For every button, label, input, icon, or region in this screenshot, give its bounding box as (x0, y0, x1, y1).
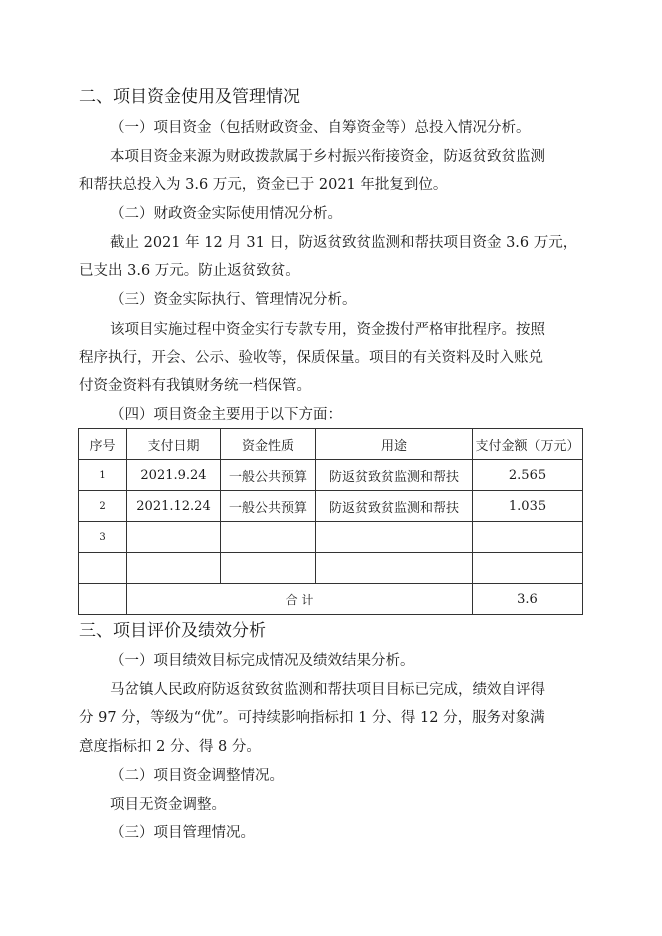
cell-amount: 1.035 (473, 491, 583, 522)
paragraph-line: 分 97 分，等级为“优”。可持续影响指标扣 1 分、得 12 分，服务对象满 (79, 710, 545, 726)
table-total-row (79, 584, 583, 615)
cell-date: 2021.9.24 (127, 460, 221, 491)
subsection-title: （三）资金实际执行、管理情况分析。 (110, 292, 357, 308)
header-nature: 资金性质 (221, 429, 316, 460)
cell-use: 防返贫致贫监测和帮扶 (316, 491, 473, 522)
cell-date (127, 553, 221, 584)
cell-nature (221, 553, 316, 584)
paragraph-line: 付资金资料有我镇财务统一档保管。 (79, 378, 311, 394)
header-amount: 支付金额（万元） (473, 429, 583, 460)
cell-amount (473, 522, 583, 553)
cell-no: 2 (79, 491, 127, 522)
section-heading: 三、项目评价及绩效分析 (79, 621, 266, 641)
paragraph-line: 意度指标扣 2 分、得 8 分。 (79, 739, 261, 755)
total-amount: 3.6 (473, 584, 583, 615)
cell-no (79, 553, 127, 584)
cell-date (127, 522, 221, 553)
section-heading: 二、项目资金使用及管理情况 (79, 87, 300, 107)
subsection-title: （一）项目资金（包括财政资金、自筹资金等）总投入情况分析。 (110, 120, 531, 136)
cell-nature: 一般公共预算 (221, 460, 316, 491)
table-row (79, 491, 583, 522)
paragraph-line: 该项目实施过程中资金实行专款专用，资金拨付严格审批程序。按照 (110, 322, 545, 338)
table-header-row (79, 429, 583, 460)
cell-use: 防返贫致贫监测和帮扶 (316, 460, 473, 491)
total-label: 合 计 (127, 584, 473, 615)
cell-blank (79, 584, 127, 615)
table-row (79, 522, 583, 553)
fund-usage-table (78, 428, 583, 615)
cell-no: 1 (79, 460, 127, 491)
paragraph-line: 程序执行，开会、公示、验收等，保质保量。项目的有关资料及时入账兑 (79, 350, 543, 366)
cell-nature (221, 522, 316, 553)
header-date: 支付日期 (127, 429, 221, 460)
subsection-title: （二）财政资金实际使用情况分析。 (110, 206, 342, 222)
cell-amount (473, 553, 583, 584)
cell-amount: 2.565 (473, 460, 583, 491)
cell-use (316, 553, 473, 584)
table-row (79, 553, 583, 584)
paragraph-line: 已支出 3.6 万元。防止返贫致贫。 (79, 263, 300, 279)
paragraph-line: 截止 2021 年 12 月 31 日，防返贫致贫监测和帮扶项目资金 3.6 万元， (110, 235, 578, 251)
header-use: 用途 (316, 429, 473, 460)
paragraph-line: 和帮扶总投入为 3.6 万元，资金已于 2021 年批复到位。 (79, 177, 448, 193)
subsection-title: （二）项目资金调整情况。 (110, 768, 284, 784)
cell-nature: 一般公共预算 (221, 491, 316, 522)
cell-use (316, 522, 473, 553)
paragraph-line: 本项目资金来源为财政拨款属于乡村振兴衔接资金，防返贫致贫监测 (110, 149, 545, 165)
cell-date: 2021.12.24 (127, 491, 221, 522)
subsection-title: （四）项目资金主要用于以下方面： (110, 407, 342, 423)
subsection-title: （一）项目绩效目标完成情况及绩效结果分析。 (110, 653, 415, 669)
subsection-title: （三）项目管理情况。 (110, 825, 255, 841)
table-row (79, 460, 583, 491)
paragraph-line: 马岔镇人民政府防返贫致贫监测和帮扶项目目标已完成，绩效自评得 (110, 682, 545, 698)
cell-no: 3 (79, 522, 127, 553)
header-no: 序号 (79, 429, 127, 460)
paragraph-line: 项目无资金调整。 (110, 797, 226, 813)
